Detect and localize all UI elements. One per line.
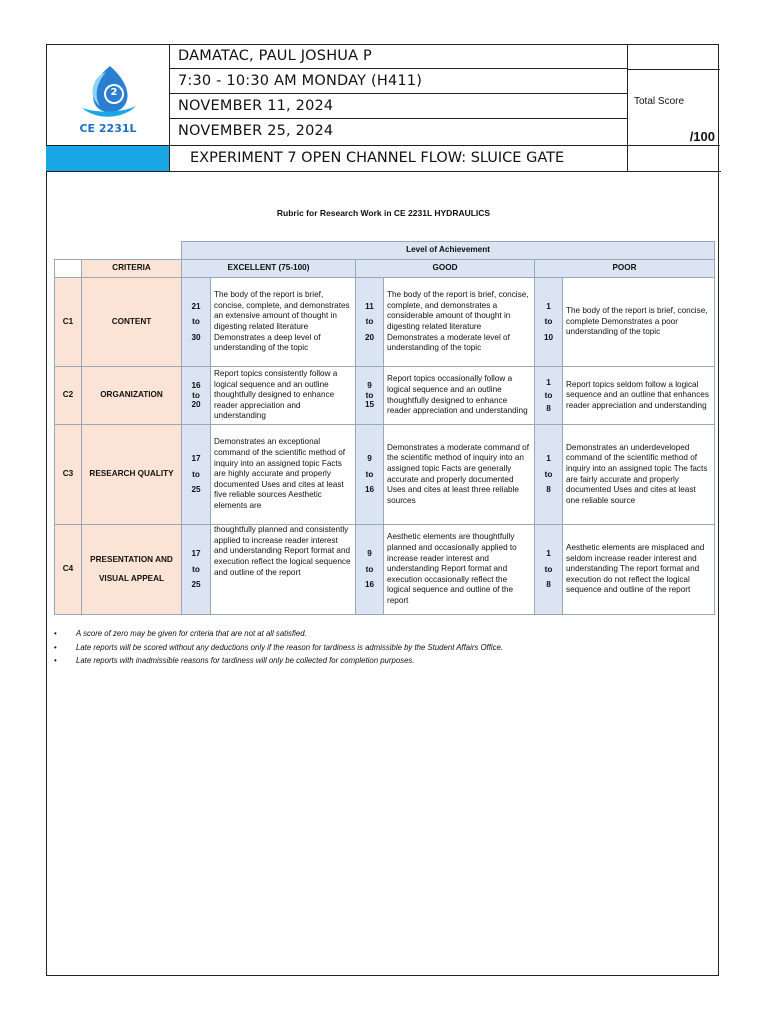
score-divider: [628, 69, 720, 70]
poor-range: [535, 367, 563, 425]
range-max: 25: [191, 580, 201, 590]
bullet-icon: •: [54, 642, 57, 652]
range-min: 1: [546, 549, 551, 559]
date-performed: NOVEMBER 11, 2024: [170, 94, 627, 119]
poor-description: Aesthetic elements are misplaced and seldom increase reader interest and understanding The report format and execution do not reflect the logical sequence and outline of the report: [563, 525, 715, 615]
range-min: 17: [191, 454, 201, 464]
range-to: to: [544, 564, 553, 574]
range-to: to: [192, 390, 200, 400]
range-to: to: [365, 390, 374, 400]
table-row: [55, 525, 715, 615]
student-name: DAMATAC, PAUL JOSHUA P: [170, 44, 627, 69]
good-description: Demonstrates a moderate command of the scientific method of inquiry into an assigned topic Facts are generally accurate and properly documented Uses and cites at least three reliable sources: [384, 425, 535, 525]
range-to: to: [544, 390, 553, 400]
criterion-id: C3: [55, 425, 82, 525]
good-header: GOOD: [356, 260, 535, 278]
range-min: 9: [367, 549, 372, 559]
criterion-id: C4: [55, 525, 82, 615]
logo-caption: CE 2231L: [79, 122, 137, 135]
excellent-description: thoughtfully planned and consistently applied to increase reader interest and understanding Report format and execution reflect the logical sequence and outline of the report: [211, 525, 356, 615]
range-min: 21: [191, 301, 201, 311]
range-to: to: [192, 564, 200, 574]
poor-range: [535, 278, 563, 367]
poor-range: [535, 425, 563, 525]
poor-header: POOR: [535, 260, 715, 278]
criteria-header: CRITERIA: [82, 260, 182, 278]
rubric-table: [54, 241, 715, 615]
range-min: 1: [546, 454, 551, 464]
range-min: 9: [367, 380, 372, 390]
list-item: [54, 641, 714, 655]
header-divider: [46, 171, 721, 172]
footnotes: [54, 627, 714, 668]
note-text: A score of zero may be given for criteria that are not at all satisfied.: [76, 629, 307, 638]
excellent-range: [182, 278, 211, 367]
poor-range: [535, 525, 563, 615]
excellent-range: [182, 525, 211, 615]
excellent-range: [182, 367, 211, 425]
good-range: [356, 425, 384, 525]
poor-description: The body of the report is brief, concise, complete Demonstrates a poor understanding of the topic: [563, 278, 715, 367]
range-max: 20: [364, 332, 375, 342]
criterion-id: C2: [55, 367, 82, 425]
report-header: [46, 44, 721, 172]
range-min: 16: [191, 380, 201, 390]
criterion-name: ORGANIZATION: [82, 367, 182, 425]
good-range: [356, 525, 384, 615]
criterion-name: PRESENTATION AND VISUAL APPEAL: [82, 525, 182, 615]
score-divider: [628, 145, 720, 146]
table-row: [55, 425, 715, 525]
table-row: [55, 278, 715, 367]
range-max: 25: [191, 485, 201, 495]
poor-description: Demonstrates an underdeveloped command of the scientific method of inquiry into an assigned topic The facts are fairly accurate and properly documented Uses and cites at least one reliable source: [563, 425, 715, 525]
accent-bar: [46, 145, 170, 171]
bullet-icon: •: [54, 656, 57, 665]
range-to: to: [365, 564, 374, 574]
rubric-title: Rubric for Research Work in CE 2231L HYDRAULICS: [276, 208, 491, 218]
list-item: [54, 654, 714, 668]
excellent-header: EXCELLENT (75-100): [182, 260, 356, 278]
poor-description: Report topics seldom follow a logical sequence and an outline that enhances reader appreciation and understanding: [563, 367, 715, 425]
logo-cell: [46, 44, 170, 145]
excellent-description: The body of the report is brief, concise, complete, and demonstrates an extensive amount of thought in digesting related literature Demonstrates a deep level of understanding of the topic: [211, 278, 356, 367]
criterion-name: CONTENT: [82, 278, 182, 367]
note-text: Late reports will be scored without any deductions only if the reason for tardiness is admissible by the Student Affairs Office.: [76, 642, 504, 652]
range-to: to: [365, 469, 374, 479]
bullet-icon: •: [54, 629, 57, 638]
criterion-id: C1: [55, 278, 82, 367]
excellent-description: Report topics consistently follow a logical sequence and an outline thoughtfully designed to enhance reader appreciation and understanding: [211, 367, 356, 425]
excellent-description: Demonstrates an exceptional command of the scientific method of inquiry into an assigned topic Facts are highly accurate and properly documented Uses and cites at least five reliable sources Aesthetic elements are: [211, 425, 356, 525]
logo-badge-number: 2: [110, 87, 118, 98]
good-range: [356, 278, 384, 367]
good-description: Aesthetic elements are thoughtfully planned and occasionally applied to increase reader interest and understanding Report format and execution occasionally reflect the logical sequence and outline of the report: [384, 525, 535, 615]
range-min: 11: [365, 301, 374, 311]
score-value: /100: [689, 129, 715, 144]
range-max: 8: [546, 580, 551, 590]
range-min: 9: [367, 454, 372, 464]
range-min: 17: [191, 549, 201, 559]
range-max: 10: [543, 332, 554, 342]
range-to: to: [192, 317, 200, 327]
excellent-range: [182, 425, 211, 525]
good-description: The body of the report is brief, concise, complete, and demonstrates a considerable amount of thought in digesting related literature Demonstrates a moderate level of understanding of the topic: [384, 278, 535, 367]
date-submitted: NOVEMBER 25, 2024: [178, 123, 334, 139]
range-max: 8: [546, 404, 551, 414]
range-max: 20: [191, 400, 201, 410]
range-to: to: [365, 317, 374, 327]
good-description: Report topics occasionally follow a logical sequence and an outline thoughtfully designed to enhance reader appreciation and understanding: [384, 367, 535, 425]
criterion-name: RESEARCH QUALITY: [82, 425, 182, 525]
table-row: [55, 367, 715, 425]
range-to: to: [192, 469, 200, 479]
range-max: 16: [364, 485, 375, 495]
list-item: [54, 627, 714, 641]
score-column: [627, 44, 721, 172]
range-to: to: [544, 317, 553, 327]
range-min: 1: [546, 301, 551, 311]
range-max: 15: [364, 400, 375, 410]
range-to: to: [544, 469, 553, 479]
note-text: Late reports with inadmissible reasons for tardiness will only be collected for completion purposes.: [76, 656, 415, 665]
range-max: 30: [191, 332, 201, 342]
ce-2231l-logo-icon: [76, 62, 140, 122]
range-max: 8: [546, 485, 551, 495]
total-score-label: Total Score: [634, 96, 685, 107]
blank-header-cell: [55, 260, 82, 278]
good-range: [356, 367, 384, 425]
experiment-title: EXPERIMENT 7 OPEN CHANNEL FLOW: SLUICE GATE: [170, 145, 627, 172]
level-of-achievement-header: Level of Achievement: [182, 242, 715, 260]
range-min: 1: [546, 377, 551, 387]
range-max: 16: [364, 580, 375, 590]
class-schedule: 7:30 - 10:30 AM MONDAY (H411): [170, 69, 627, 94]
